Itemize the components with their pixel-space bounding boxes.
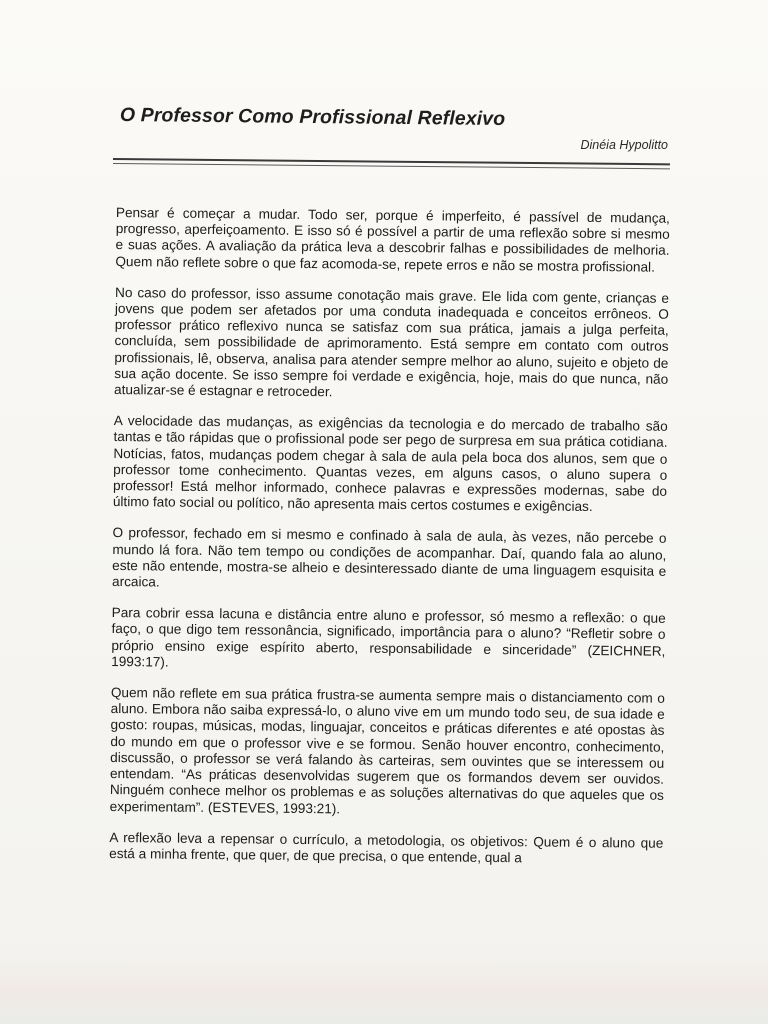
paragraph: A velocidade das mudanças, as exigências da tecnologia e do mercado de trabalho são tantas e tão rápidas que o profissional pode ser pego de surpresa em sua prática cotidiana. Notícias, fatos, mudanças podem chegar à sala de aula pela boca dos alunos, sem que o professor tome conhecimento. Quantas vezes, em alguns casos, o aluno supera o professor! Está melhor informado, conhece palavras e expressões modernas, sabe do último fato social ou político, não apresenta mais certos costumes e exigências. [112,413,668,515]
paragraph: No caso do professor, isso assume conotação mais grave. Ele lida com gente, crianças e jovens que podem ser afetados por uma conduta inadequada e conceitos errôneos. O professor prático reflexivo nunca se satisfaz com sua prática, jamais a julga perfeita, concluída, sem possibilidade de aprimoramento. Está sempre em contato com outros profissionais, lê, observa, analisa para atender sempre melhor ao aluno, sujeito e objeto de sua ação docente. Se isso sempre foi verdade e exigência, hoje, mais do que nunca, não atualizar-se é estagnar e retroceder. [113,284,670,400]
paragraph: O professor, fechado em si mesmo e confinado à sala de aula, às vezes, não percebe o mundo lá fora. Não tem tempo ou condições de acompanhar. Daí, quando fala ao aluno, este não entende, mostra-se alheio e desinteressado diante de uma linguagem esquisita e arcaica. [111,525,667,590]
author-name: Dinéia Hypolitto [580,138,668,152]
article-title: O Professor Como Profissional Reflexivo [119,104,506,131]
paragraph: Para cobrir essa lacuna e distância entre aluno e professor, só mesmo a reflexão: o que faço, o que digo tem ressonância, significado, importância para o aluno? “Refletir sobre o próprio ensino exige espírito aberto, responsabilidade e sinceridade” (ZEICHNER, 1993:17). [111,605,666,670]
scan-edge-tint [0,954,768,1024]
paragraph: A reflexão leva a repensar o currículo, a metodologia, os objetivos: Quem é o aluno que está a minha frente, que quer, de que precisa, o que entende, qual a [109,829,664,866]
article-body [109,205,670,868]
paragraph: Quem não reflete em sua prática frustra-se aumenta sempre mais o distanciamento com o aluno. Embora não saiba expressá-lo, o aluno vive em um mundo todo seu, de sua idade e gosto: roupas, músicas, modas, linguajar, conceitos e práticas diferentes e até opostas às do mundo em que o professor vive e se formou. Senão houver encontro, conhecimento, discussão, o professor se verá falando às carteiras, sem ouvintes que se interessem ou entendam. “As práticas desenvolvidas sugerem que os formandos devem ser ouvidos. Ninguém conhece melhor os problemas e as soluções alternativas do que aqueles que os experimentam”. (ESTEVES, 1993:21). [109,685,665,816]
paragraph: Pensar é começar a mudar. Todo ser, porque é imperfeito, é passível de mudança, progresso, aperfeiçoamento. E isso só é possível a partir de uma reflexão sobre si mesmo e suas ações. A avaliação da prática leva a descobrir falhas e possibilidades de melhoria. Quem não reflete sobre o que faz acomoda-se, repete erros e não se mostra profissional. [115,205,670,275]
